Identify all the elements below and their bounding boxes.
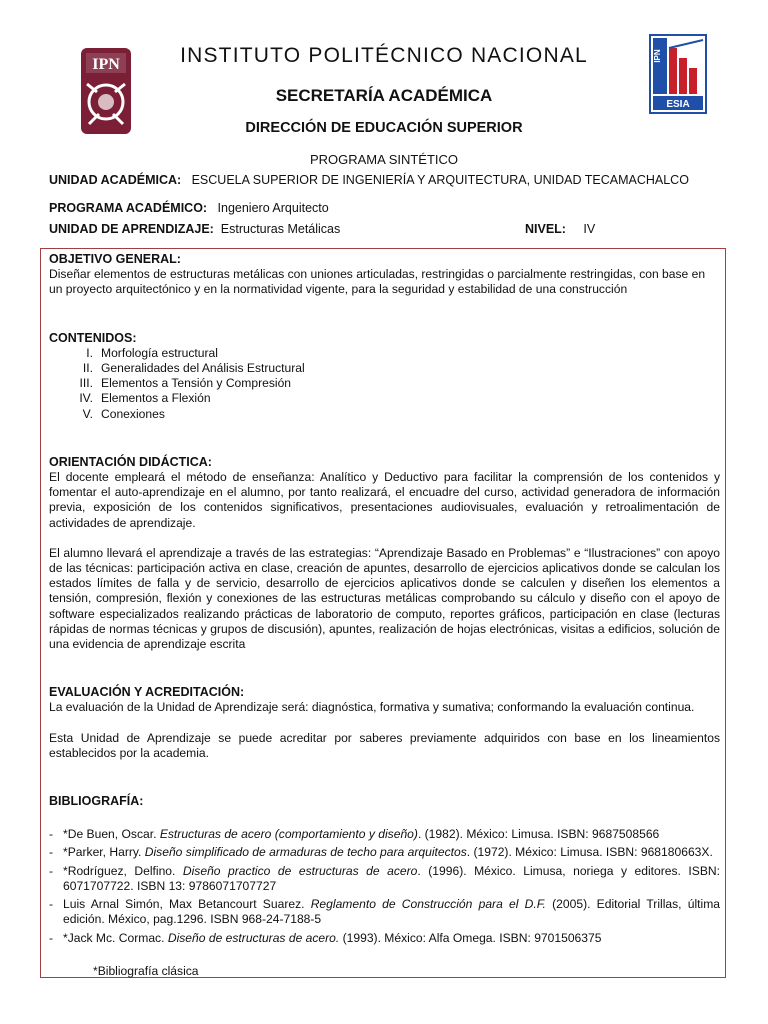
list-item-text: Morfología estructural <box>101 345 218 360</box>
bib-rest: . (1982). México: Limusa. ISBN: 9687508566 <box>417 827 660 842</box>
contenidos-title: CONTENIDOS: <box>49 330 137 345</box>
programa-row <box>49 201 329 215</box>
bib-author: *Parker, Harry. <box>63 845 145 860</box>
bibliografia-title: BIBLIOGRAFÍA: <box>49 794 144 809</box>
programa-value: Ingeniero Arquitecto <box>217 201 329 215</box>
list-item <box>49 845 720 860</box>
list-item-text: Elementos a Flexión <box>101 391 211 406</box>
bib-rest: . (1996). México. Limusa, noriega y editores. ISBN: 6071707722. ISBN 13: 9786071707727 <box>63 863 720 893</box>
orientacion-title: ORIENTACIÓN DIDÁCTICA: <box>49 454 212 469</box>
list-item-number: V. <box>82 406 93 421</box>
bib-rest: (1993). México: Alfa Omega. ISBN: 9701506375 <box>339 930 602 945</box>
nivel-row <box>525 222 595 236</box>
list-item-text: Elementos a Tensión y Compresión <box>101 376 292 391</box>
list-item <box>49 376 720 391</box>
bib-rest: . (1972). México: Limusa. ISBN: 968180663X. <box>466 845 713 860</box>
orientacion-paragraph-2: El alumno llevará el aprendizaje a través de las estrategias: “Aprendizaje Basado en Problemas” e “Ilustraciones” con apoyo de las técnicas: participación activa en clase, creación de apuntes, desarrollo de ejercicios aplicativos donde se calculan los estados límites de falla y de servicio, desarrollo de ejercicios aplicativos donde se calculen y diseñen los elementos a tensión, compresión, flexión y conexiones de las estructuras metálicas comprobando su cálculo y diseño con el apoyo de software especializados realizando prácticas de laboratorio de computo, reportes gráficos, participación en clase (lecturas rápidas de normas técnicas y grupos de discusión), apuntes, realización de hojas electrónicas, visitas a edificios, solución de una evidencia de aprendizaje escrita <box>49 545 720 652</box>
list-item-number: III. <box>79 376 93 391</box>
bib-author: *Jack Mc. Cormac. <box>63 930 168 945</box>
bib-title: Estructuras de acero (comportamiento y diseño) <box>159 827 418 842</box>
objetivo-text: Diseñar elementos de estructuras metálicas con uniones articuladas, restringidas o parcialmente restringidas, con base en un proyecto arquitectónico y en la normatividad vigente, para la seguridad y estabilidad de una construcción <box>49 267 706 297</box>
secretaria-title: SECRETARÍA ACADÉMICA <box>275 86 493 105</box>
evaluacion-paragraph-1: La evaluación de la Unidad de Aprendizaje será: diagnóstica, formativa y sumativa; conformando la evaluación continua. <box>49 700 695 715</box>
list-item <box>49 407 720 422</box>
contenidos-list <box>49 346 720 422</box>
bib-author: *De Buen, Oscar. <box>63 827 160 842</box>
unidad-academica-value: ESCUELA SUPERIOR DE INGENIERÍA Y ARQUITECTURA, UNIDAD TECAMACHALCO <box>191 173 689 187</box>
orientacion-paragraph-1: El docente empleará el método de enseñanza: Analítico y Deductivo para facilitar la comprensión de los contenidos y fomentar el auto-aprendizaje en el alumno, por tanto realizará, el encuadre del curso, actividad generadora de información previa, exposición de los contenidos significativos, presentaciones audiovisuales, evaluación y retroalimentación de actividades de aprendizaje. <box>49 470 720 530</box>
list-item <box>49 827 720 842</box>
bibliografia-list <box>49 827 720 945</box>
list-item <box>49 361 720 376</box>
list-item <box>49 931 720 946</box>
nivel-label: NIVEL: <box>525 222 566 236</box>
bib-title: Reglamento de Construcción para el D.F. <box>310 897 546 912</box>
direccion-title: DIRECCIÓN DE EDUCACIÓN SUPERIOR <box>245 120 523 136</box>
bib-title: Diseño de estructuras de acero. <box>167 930 340 945</box>
list-item <box>49 346 720 361</box>
ipn-logo-text: IPN <box>92 56 120 73</box>
unidad-aprendizaje-row <box>49 222 340 236</box>
list-item-number: IV. <box>79 391 93 406</box>
content-area <box>49 252 720 979</box>
bullet-dash: - <box>49 845 54 860</box>
unidad-aprendizaje-value: Estructuras Metálicas <box>220 222 341 236</box>
evaluacion-paragraph-2: Esta Unidad de Aprendizaje se puede acreditar por saberes previamente adquiridos con base en los lineamientos establecidos por la academia. <box>49 730 720 760</box>
bullet-dash: - <box>49 863 54 878</box>
programa-label: PROGRAMA ACADÉMICO: <box>49 201 208 215</box>
bib-title: Diseño practico de estructuras de acero <box>182 863 418 878</box>
list-item <box>49 864 720 894</box>
bib-title: Diseño simplificado de armaduras de techo para arquitectos <box>144 845 467 860</box>
list-item <box>49 391 720 406</box>
list-item-text: Conexiones <box>101 406 165 421</box>
bullet-dash: - <box>49 827 54 842</box>
objetivo-title: OBJETIVO GENERAL: <box>49 252 181 266</box>
esia-logo-text: ESIA <box>666 99 690 110</box>
list-item-text: Generalidades del Análisis Estructural <box>101 361 305 376</box>
bullet-dash: - <box>49 930 54 945</box>
unidad-academica-label: UNIDAD ACADÉMICA: <box>49 173 182 187</box>
unidad-academica-row <box>49 173 689 187</box>
esia-logo-ipn-text: IPN <box>653 49 662 63</box>
programa-tipo: PROGRAMA SINTÉTICO <box>309 152 459 167</box>
list-item <box>49 897 720 927</box>
bib-rest: (2005). Editorial Trillas, última edición. México, pag.1296. ISBN 968-24-7188-5 <box>63 897 720 927</box>
list-item-number: I. <box>86 345 93 360</box>
bullet-dash: - <box>49 897 54 912</box>
institution-title: INSTITUTO POLITÉCNICO NACIONAL <box>180 44 588 67</box>
list-item-number: II. <box>82 361 93 376</box>
bibliografia-note: *Bibliografía clásica <box>93 963 199 978</box>
evaluacion-title: EVALUACIÓN Y ACREDITACIÓN: <box>49 685 245 700</box>
nivel-value: IV <box>583 222 596 236</box>
bib-author: *Rodríguez, Delfino. <box>63 863 183 878</box>
unidad-aprendizaje-label: UNIDAD DE APRENDIZAJE: <box>49 222 214 236</box>
bib-author: Luis Arnal Simón, Max Betancourt Suarez. <box>63 897 311 912</box>
